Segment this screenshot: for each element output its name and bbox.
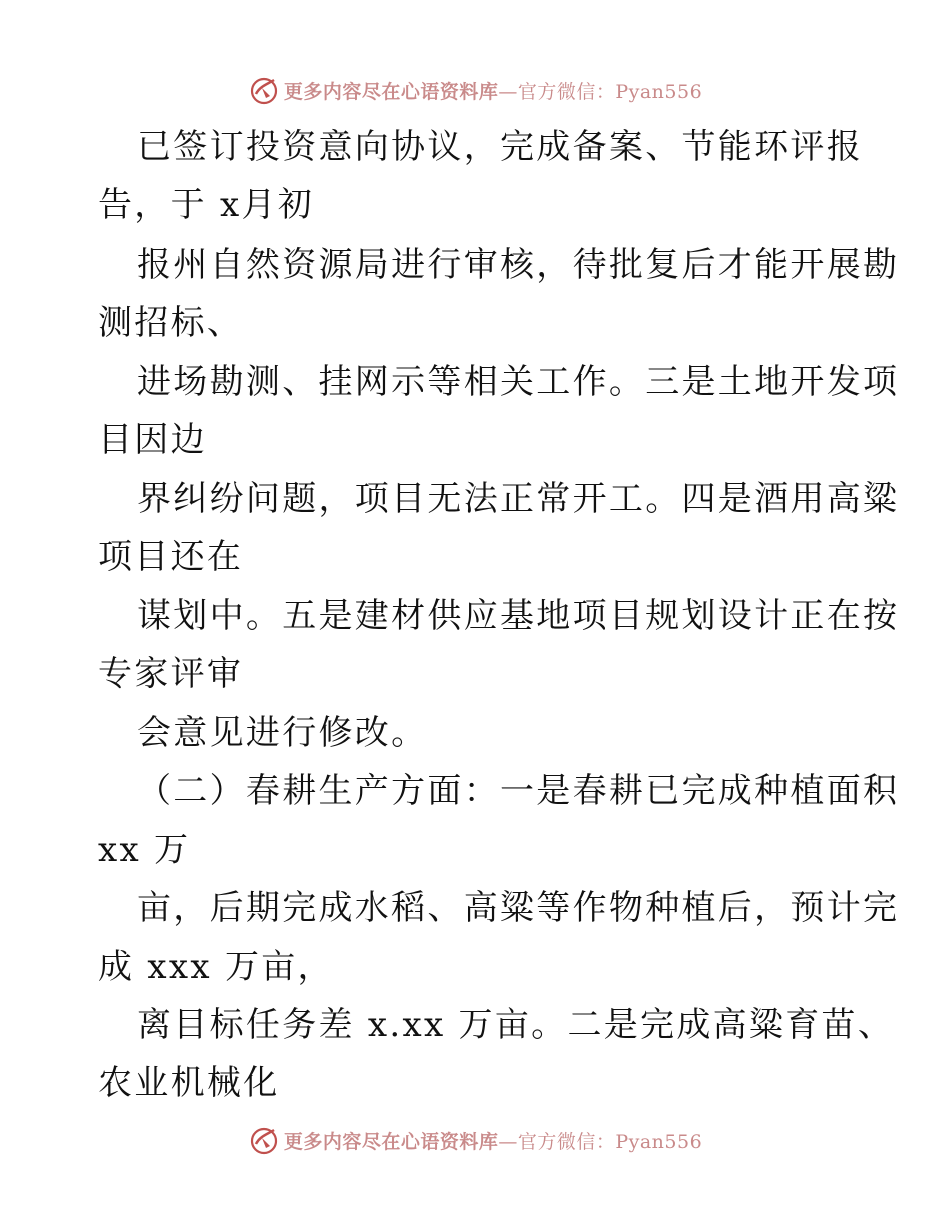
body-line: 离目标任务差 x.xx 万亩。二是完成高粱育苗、 (137, 1005, 895, 1045)
header-watermark (0, 72, 950, 108)
body-line: 界纠纷问题，项目无法正常开工。四是酒用高粱 (137, 479, 900, 519)
body-line: 目因边 (98, 420, 207, 460)
body-line: 亩，后期完成水稻、高粱等作物种植后，预计完 (137, 888, 900, 928)
body-line: 已签订投资意向协议，完成备案、节能环评报 (137, 127, 863, 167)
body-line: （二）春耕生产方面：一是春耕已完成种植面积 (137, 771, 900, 811)
body-line: 会意见进行修改。 (137, 713, 428, 753)
body-line: 专家评审 (98, 654, 244, 694)
body-line: xx 万 (98, 830, 191, 870)
pen-swirl-logo-icon (248, 1124, 280, 1156)
body-line: 报州自然资源局进行审核，待批复后才能开展勘 (137, 245, 900, 285)
body-line: 成 xxx 万亩， (98, 947, 334, 987)
body-line: 进场勘测、挂网示等相关工作。三是土地开发项 (137, 362, 900, 402)
body-line: 谋划中。五是建材供应基地项目规划设计正在按 (137, 596, 900, 636)
pen-swirl-logo-icon (248, 74, 280, 106)
watermark-text: 更多内容尽在心语资料库—官方微信：Pyan556 (283, 80, 703, 103)
body-line: 农业机械化 (98, 1063, 280, 1103)
footer-watermark (0, 1122, 950, 1158)
watermark-text: 更多内容尽在心语资料库—官方微信：Pyan556 (283, 1130, 703, 1153)
body-line: 测招标、 (98, 303, 244, 343)
body-line: 告，于 x月初 (98, 185, 315, 225)
body-line: 项目还在 (98, 537, 244, 577)
